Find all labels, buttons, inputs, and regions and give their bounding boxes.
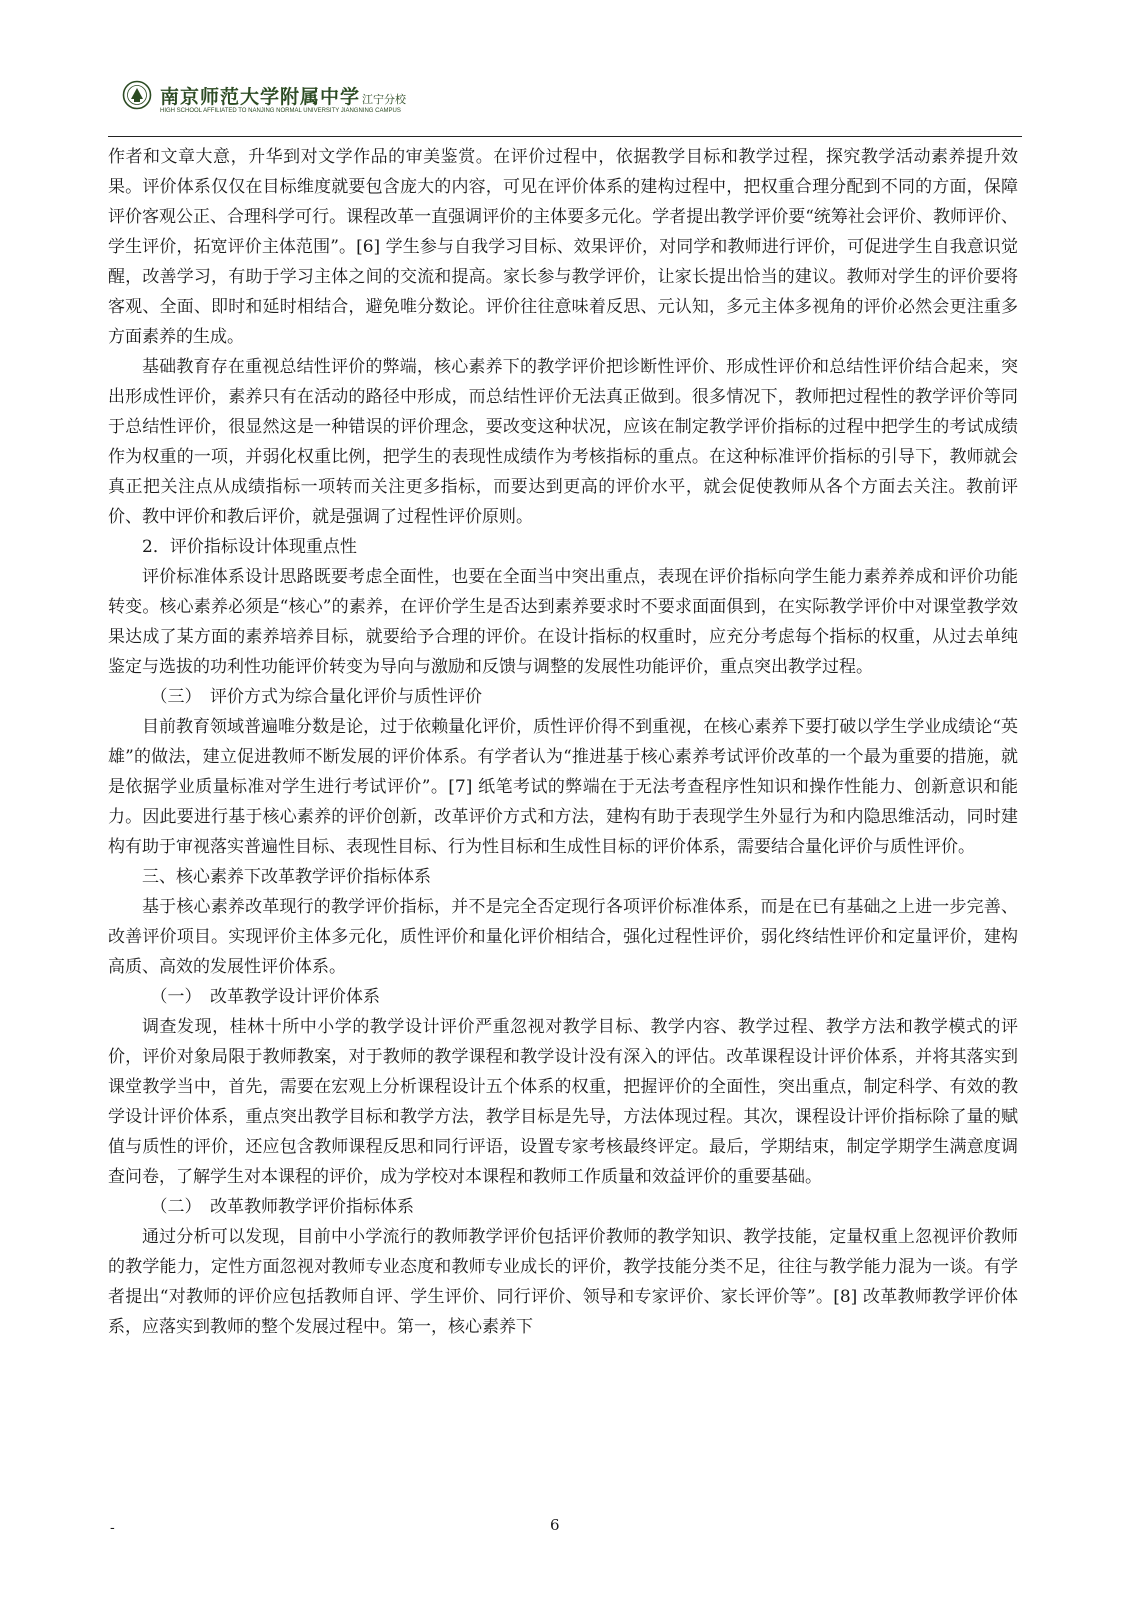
paragraph: 2．评价指标设计体现重点性 — [142, 537, 357, 557]
school-name-english: HIGH SCHOOL AFFILIATED TO NANJING NORMAL UNIVERSITY JIANGNING CAMPUS — [160, 108, 401, 114]
paragraph: 基础教育存在重视总结性评价的弊端，核心素养下的教学评价把诊断性评价、形成性评价和总结性评价结合起来，突出形成性评价，素养只有在活动的路径中形成，而总结性评价无法真正做到。很多情况下，教师把过程性的教学评价等同于总结性评价，很显然这是一种错误的评价理念，要改变这种状况，应该在制定教学评价指标的过程中把学生的考试成绩作为权重的一项，并弱化权重比例，把学生的表现性成绩作为考核指标的重点。在这种标准评价指标的引导下，教师就会真正把关注点从成绩指标一项转而关注更多指标，而要达到更高的评价水平，就会促使教师从各个方面去关注。教前评价、教中评价和教后评价，就是强调了过程性评价原则。 — [108, 357, 1018, 527]
paragraph: 基于核心素养改革现行的教学评价指标，并不是完全否定现行各项评价标准体系，而是在已有基础之上进一步完善、改善评价项目。实现评价主体多元化，质性评价和量化评价相结合，强化过程性评价，弱化终结性评价和定量评价，建构高质、高效的发展性评价体系。 — [108, 897, 1018, 977]
section-heading: （二） 改革教师教学评价指标体系 — [150, 1197, 414, 1217]
header-divider — [108, 136, 1022, 137]
page-header — [118, 70, 1018, 136]
school-name — [160, 82, 406, 109]
document-body — [108, 142, 1018, 1342]
paragraph: 三、核心素养下改革教学评价指标体系 — [142, 867, 431, 887]
footer-dash: - — [110, 1520, 115, 1536]
paragraph: 调查发现，桂林十所中小学的教学设计评价严重忽视对教学目标、教学内容、教学过程、教学方法和教学模式的评价，评价对象局限于教师教案，对于教师的教学课程和教学设计没有深入的评估。改革课程设计评价体系，并将其落实到课堂教学当中，首先，需要在宏观上分析课程设计五个体系的权重，把握评价的全面性，突出重点，制定科学、有效的教学设计评价体系，重点突出教学目标和教学方法，教学目标是先导，方法体现过程。其次，课程设计评价指标除了量的赋值与质性的评价，还应包含教师课程反思和同行评语，设置专家考核最终评定。最后，学期结束，制定学期学生满意度调查问卷，了解学生对本课程的评价，成为学校对本课程和教师工作质量和效益评价的重要基础。 — [108, 1017, 1018, 1187]
school-name-text: 南京师范大学附属中学 — [160, 86, 361, 108]
school-campus: 江宁分校 — [362, 93, 407, 106]
page-number: 6 — [550, 1516, 560, 1534]
section-heading: （一） 改革教学设计评价体系 — [150, 987, 380, 1007]
section-heading: （三） 评价方式为综合量化评价与质性评价 — [150, 687, 482, 707]
paragraph: 评价标准体系设计思路既要考虑全面性，也要在全面当中突出重点，表现在评价指标向学生能力素养养成和评价功能转变。核心素养必须是“核心”的素养，在评价学生是否达到素养要求时不要求面面俱到，在实际教学评价中对课堂教学效果达成了某方面的素养培养目标，就要给予合理的评价。在设计指标的权重时，应充分考虑每个指标的权重，从过去单纯鉴定与选拔的功利性功能评价转变为导向与激励和反馈与调整的发展性功能评价，重点突出教学过程。 — [108, 567, 1018, 677]
paragraph: 通过分析可以发现，目前中小学流行的教师教学评价包括评价教师的教学知识、教学技能，定量权重上忽视评价教师的教学能力，定性方面忽视对教师专业态度和教师专业成长的评价，教学技能分类不足，往往与教学能力混为一谈。有学者提出“对教师的评价应包括教师自评、学生评价、同行评价、领导和专家评价、家长评价等”。[8] 改革教师教学评价体系，应落实到教师的整个发展过程中。第一，核心素养下 — [108, 1227, 1018, 1337]
school-seal-icon — [122, 80, 152, 110]
paragraph: 目前教育领域普遍唯分数是论，过于依赖量化评价，质性评价得不到重视，在核心素养下要打破以学生学业成绩论“英雄”的做法，建立促进教师不断发展的评价体系。有学者认为“推进基于核心素养考试评价改革的一个最为重要的措施，就是依据学业质量标准对学生进行考试评价”。[7] 纸笔考试的弊端在于无法考查程序性知识和操作性能力、创新意识和能力。因此要进行基于核心素养的评价创新，改革评价方式和方法，建构有助于表现学生外显行为和内隐思维活动，同时建构有助于审视落实普遍性目标、表现性目标、行为性目标和生成性目标的评价体系，需要结合量化评价与质性评价。 — [108, 717, 1018, 857]
paragraph: 作者和文章大意，升华到对文学作品的审美鉴赏。在评价过程中，依据教学目标和教学过程，探究教学活动素养提升效果。评价体系仅仅在目标维度就要包含庞大的内容，可见在评价体系的建构过程中，把权重合理分配到不同的方面，保障评价客观公正、合理科学可行。课程改革一直强调评价的主体要多元化。学者提出教学评价要“统筹社会评价、教师评价、学生评价，拓宽评价主体范围”。[6] 学生参与自我学习目标、效果评价，对同学和教师进行评价，可促进学生自我意识觉醒，改善学习，有助于学习主体之间的交流和提高。家长参与教学评价，让家长提出恰当的建议。教师对学生的评价要将客观、全面、即时和延时相结合，避免唯分数论。评价往往意味着反思、元认知，多元主体多视角的评价必然会更注重多方面素养的生成。 — [108, 147, 1018, 347]
